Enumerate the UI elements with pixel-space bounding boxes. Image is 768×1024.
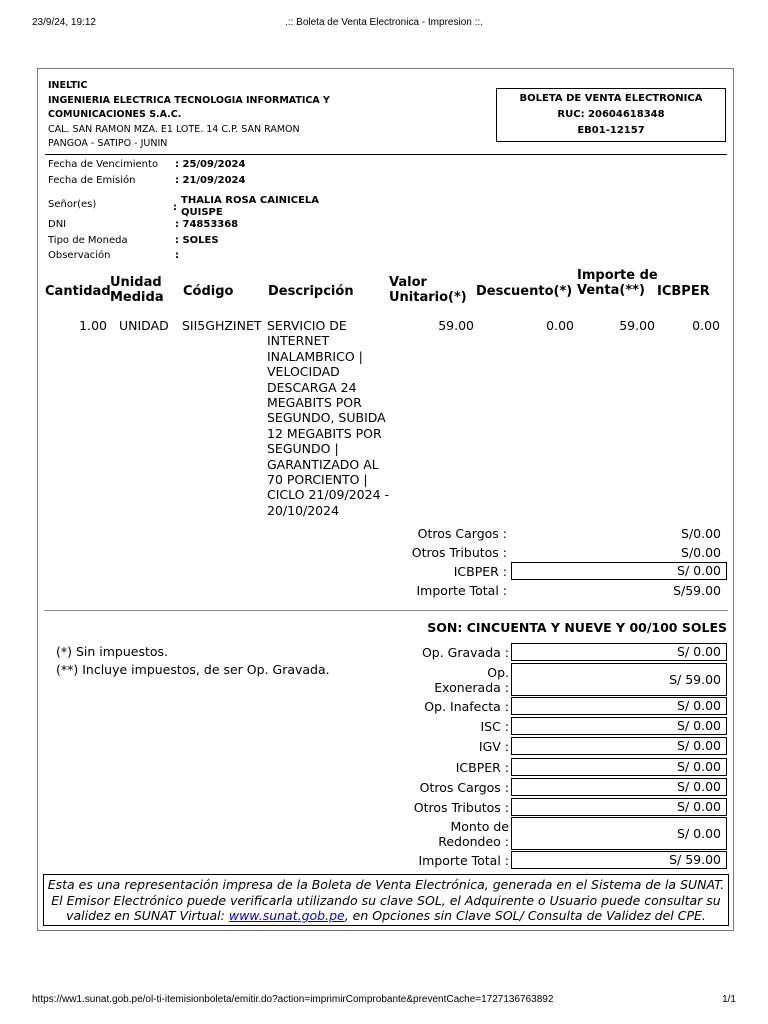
summary-icbper-value: S/ 0.00	[511, 562, 727, 580]
field-value: : 25/09/2024	[175, 159, 246, 170]
notes	[56, 643, 330, 679]
total-value: S/ 0.00	[511, 717, 727, 735]
col-header-icbper: ICBPER	[657, 284, 710, 299]
issuer-brand: INELTIC	[48, 80, 88, 91]
issuer-address: CAL. SAN RAMON MZA. E1 LOTE. 14 C.P. SAN RAMON	[48, 123, 300, 135]
summary-otros-tributos-label: Otros Tributos :	[411, 545, 507, 560]
field-value: : SOLES	[175, 235, 219, 246]
total-label: Op. Inafecta :	[424, 699, 509, 714]
field-label: Señor(es)	[48, 199, 97, 210]
total-label: Monto de Redondeo :	[438, 819, 509, 849]
col-header-valor: Valor Unitario(*)	[389, 275, 467, 305]
total-value: S/ 59.00	[511, 851, 727, 869]
cell-descuento: 0.00	[546, 318, 574, 333]
field-value: : 74853368	[175, 219, 239, 230]
summary-otros-tributos-value: S/0.00	[681, 545, 721, 560]
invoice-sheet	[37, 68, 734, 931]
field-label: Fecha de Vencimiento	[48, 159, 159, 170]
cell-unidad: UNIDAD	[119, 318, 169, 333]
document-type: BOLETA DE VENTA ELECTRONICA	[519, 93, 703, 104]
cell-codigo: SII5GHZINET	[182, 318, 262, 333]
cell-valor: 59.00	[438, 318, 474, 333]
summary-importe-total-value: S/59.00	[673, 583, 721, 598]
field-label: Fecha de Emisión	[48, 175, 136, 186]
total-value: S/ 0.00	[511, 778, 727, 796]
total-label: Otros Tributos :	[413, 800, 509, 815]
print-datetime: 23/9/24, 19:12	[32, 17, 96, 28]
divider	[45, 154, 727, 155]
total-label: Op. Exonerada :	[434, 665, 509, 695]
legal-notice	[43, 874, 729, 926]
total-value: S/ 0.00	[511, 817, 727, 850]
field-colon: :	[173, 202, 177, 213]
divider	[44, 610, 728, 611]
cell-icbper: 0.00	[692, 318, 720, 333]
field-value: :	[175, 250, 179, 261]
field-label: Observación	[48, 250, 111, 261]
field-label: Tipo de Moneda	[48, 235, 128, 246]
sunat-link[interactable]: www.sunat.gob.pe	[228, 908, 345, 923]
total-value: S/ 0.00	[511, 758, 727, 776]
col-header-descripcion: Descripción	[268, 284, 354, 299]
field-value: : 21/09/2024	[175, 175, 246, 186]
col-header-cantidad: Cantidad	[45, 284, 111, 299]
col-header-codigo: Código	[183, 284, 234, 299]
note-sin-impuestos: (*) Sin impuestos.	[56, 644, 169, 659]
total-value: S/ 0.00	[511, 697, 727, 715]
document-ruc: RUC: 20604618348	[557, 109, 665, 120]
col-header-unidad: Unidad Medida	[110, 275, 164, 305]
total-label: ICBPER :	[455, 760, 509, 775]
cell-descripcion: SERVICIO DE INTERNET INALAMBRICO | VELOCIDAD DESCARGA 24 MEGABITS POR SEGUNDO, SUBIDA 12 MEGABITS POR SEGUNDO | GARANTIZADO AL 70 PORCIENTO | CICLO 21/09/2024 - 20/10/2024	[267, 318, 390, 518]
summary-importe-total-label: Importe Total :	[416, 583, 507, 598]
total-value: S/ 59.00	[511, 663, 727, 696]
document-number: EB01-12157	[577, 125, 645, 136]
document-id-box	[496, 88, 726, 142]
summary-otros-cargos-value: S/0.00	[681, 526, 721, 541]
legal-text-end: , en Opciones sin Clave SOL/ Consulta de Validez del CPE.	[344, 908, 706, 923]
col-header-importe: Importe de Venta(**)	[577, 268, 658, 298]
issuer-location: PANGOA - SATIPO - JUNIN	[48, 138, 168, 149]
total-value: S/ 0.00	[511, 737, 727, 755]
print-url: https://ww1.sunat.gob.pe/ol-ti-itemisionboleta/emitir.do?action=imprimirComprobante&preventCache=1727136763892	[32, 994, 554, 1005]
field-label: DNI	[48, 219, 67, 230]
issuer-block	[48, 79, 388, 152]
total-label: ISC :	[480, 719, 509, 734]
cell-importe: 59.00	[619, 318, 655, 333]
legal-text: Esta es una representación impresa de la Boleta de Venta Electrónica, generada en el Sistema de la SUNAT. El Emisor Electrónico puede verificarla utilizando su clave SOL, el Adquirente o Usuario puede consultar su validez en SUNAT Virtual:	[47, 877, 725, 923]
summary-otros-cargos-label: Otros Cargos :	[417, 526, 507, 541]
total-label: IGV :	[478, 739, 509, 754]
col-header-descuento: Descuento(*)	[476, 284, 573, 299]
field-value: THALIA ROSA CAINICELA QUISPE	[181, 195, 320, 218]
issuer-name: INGENIERIA ELECTRICA TECNOLOGIA INFORMATICA Y COMUNICACIONES S.A.C.	[48, 94, 330, 120]
print-page-number: 1/1	[722, 994, 736, 1005]
total-value: S/ 0.00	[511, 798, 727, 816]
note-incluye-impuestos: (**) Incluye impuestos, de ser Op. Gravada.	[56, 662, 330, 677]
amount-in-words: SON: CINCUENTA Y NUEVE Y 00/100 SOLES	[427, 620, 727, 635]
cell-cantidad: 1.00	[79, 318, 107, 333]
total-value: S/ 0.00	[511, 643, 727, 661]
total-label: Op. Gravada :	[421, 645, 509, 660]
total-label: Importe Total :	[418, 853, 509, 868]
print-title: .:: Boleta de Venta Electronica - Impresion ::.	[285, 17, 483, 28]
summary-icbper-label: ICBPER :	[453, 564, 507, 579]
total-label: Otros Cargos :	[419, 780, 509, 795]
